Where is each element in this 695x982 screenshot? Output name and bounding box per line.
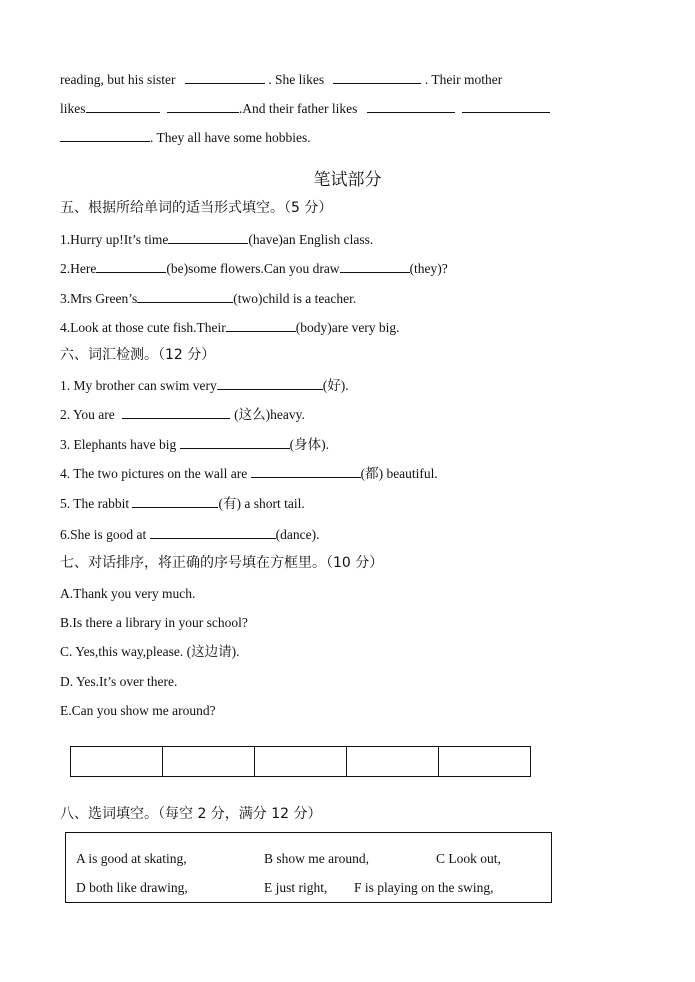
word-option-d: D both like drawing, [76, 880, 188, 895]
word-option-e: E just right, [264, 880, 328, 895]
question-6-5 [60, 494, 305, 514]
section-8-heading: 八、选词填空。（每空 2 分，满分 12 分） [60, 806, 322, 822]
answer-blank[interactable] [167, 99, 239, 113]
text-segment: (有) a short tail. [218, 496, 305, 511]
answer-blank[interactable] [96, 259, 166, 273]
answer-blank[interactable] [132, 494, 218, 508]
word-option-f: F is playing on the swing, [354, 880, 494, 895]
answer-blank[interactable] [251, 464, 361, 478]
word-option-c: C Look out, [436, 851, 501, 866]
answer-box-4[interactable] [347, 747, 439, 777]
answer-blank[interactable] [60, 128, 150, 142]
section-6-heading: 六、词汇检测。（12 分） [60, 347, 216, 363]
dialogue-option-e: E.Can you show me around? [60, 703, 216, 718]
text-segment: 5. The rabbit [60, 496, 130, 511]
text-segment: (have)an English class. [248, 232, 374, 247]
answer-blank[interactable] [185, 70, 265, 84]
top-line-1 [60, 70, 502, 90]
answer-blank[interactable] [86, 99, 160, 113]
answer-blank[interactable] [180, 435, 290, 449]
page-title: 笔试部分 [313, 170, 382, 190]
text-segment: (都) beautiful. [360, 466, 438, 481]
answer-box-2[interactable] [163, 747, 255, 777]
question-6-2 [60, 405, 305, 425]
text-segment: .And their father likes [238, 101, 358, 116]
section-7-heading: 七、对话排序，将正确的序号填在方框里。（10 分） [60, 555, 384, 571]
answer-boxes [70, 746, 531, 777]
question-5-2 [60, 259, 448, 279]
text-segment: 2.Here [60, 261, 97, 276]
dialogue-option-a: A.Thank you very much. [60, 586, 196, 601]
text-segment: 2. You are [60, 407, 115, 422]
answer-box-1[interactable] [71, 747, 163, 777]
text-segment: (dance). [275, 527, 320, 542]
answer-blank[interactable] [168, 230, 248, 244]
top-line-3 [60, 128, 311, 148]
word-option-a: A is good at skating, [76, 851, 187, 866]
text-segment: 1.Hurry up!It’s time [60, 232, 169, 247]
text-segment: . She likes [268, 72, 325, 87]
text-segment: likes [60, 101, 86, 116]
question-5-1 [60, 230, 373, 250]
text-segment: . They all have some hobbies. [150, 130, 311, 145]
top-line-2 [60, 99, 550, 119]
section-5-heading: 五、根据所给单词的适当形式填空。（5 分） [60, 200, 333, 216]
dialogue-option-b: B.Is there a library in your school? [60, 615, 248, 630]
text-segment: reading, but his sister [60, 72, 176, 87]
answer-box-3[interactable] [255, 747, 347, 777]
question-6-3 [60, 435, 329, 455]
text-segment: (two)child is a teacher. [233, 291, 357, 306]
dialogue-option-c: C. Yes,this way,please. (这边请). [60, 644, 240, 659]
text-segment: (be)some flowers.Can you draw [166, 261, 340, 276]
question-5-4 [60, 318, 400, 338]
text-segment: (body)are very big. [295, 320, 400, 335]
answer-blank[interactable] [217, 376, 323, 390]
question-6-1 [60, 376, 349, 396]
word-option-b: B show me around, [264, 851, 369, 866]
text-segment: 3.Mrs Green’s [60, 291, 138, 306]
text-segment: (这么)heavy. [234, 407, 305, 422]
text-segment: . Their mother [424, 72, 503, 87]
text-segment: (they)? [409, 261, 448, 276]
text-segment: 4.Look at those cute fish.Their [60, 320, 226, 335]
text-segment: (身体). [289, 437, 329, 452]
text-segment: 6.She is good at [60, 527, 147, 542]
question-6-6 [60, 525, 319, 545]
answer-blank[interactable] [150, 525, 276, 539]
dialogue-option-d: D. Yes.It’s over there. [60, 674, 178, 689]
word-bank-box [65, 832, 552, 903]
answer-blank[interactable] [226, 318, 296, 332]
answer-blank[interactable] [122, 405, 230, 419]
text-segment: 4. The two pictures on the wall are [60, 466, 248, 481]
question-5-3 [60, 289, 356, 309]
text-segment: (好). [322, 378, 349, 393]
answer-blank[interactable] [137, 289, 233, 303]
text-segment: 1. My brother can swim very [60, 378, 217, 393]
answer-blank[interactable] [340, 259, 410, 273]
answer-blank[interactable] [333, 70, 421, 84]
answer-blank[interactable] [462, 99, 550, 113]
text-segment: 3. Elephants have big [60, 437, 177, 452]
answer-box-5[interactable] [439, 747, 531, 777]
question-6-4 [60, 464, 438, 484]
answer-blank[interactable] [367, 99, 455, 113]
